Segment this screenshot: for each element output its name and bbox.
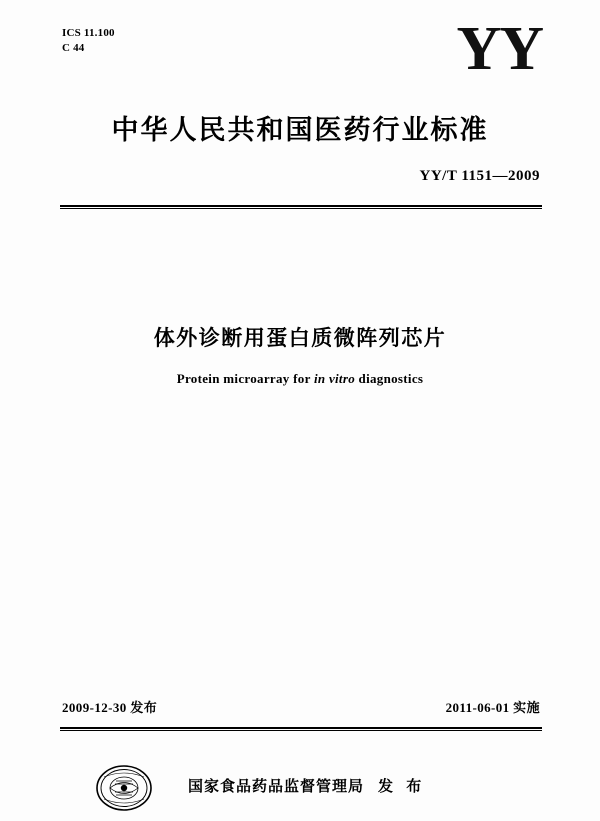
footer-rule-thin [60, 730, 542, 731]
footer-rule-thick [60, 727, 542, 729]
standard-series-title: 中华人民共和国医药行业标准 [111, 115, 489, 146]
document-title-english [0, 371, 600, 387]
title-en-post: diagnostics [355, 371, 424, 386]
header-rule-thin [60, 208, 542, 209]
document-title-chinese: 体外诊断用蛋白质微阵列芯片 [153, 326, 447, 350]
ics-code: ICS 11.100 [62, 27, 115, 39]
agency-emblem-icon [96, 765, 152, 811]
publisher-name: 国家食品药品监督管理局 [188, 777, 365, 795]
header-rule-thick [60, 205, 542, 207]
title-en-pre: Protein microarray for [176, 371, 314, 386]
classification-code: C 44 [62, 42, 85, 54]
implementation-date: 2011-06-01 实施 [445, 700, 540, 715]
ics-classification-block [62, 26, 115, 56]
yy-logo: YY [456, 15, 542, 83]
standard-number: YY/T 1151—2009 [419, 168, 540, 184]
title-en-italic: in vitro [313, 371, 355, 386]
publish-label: 发 布 [378, 777, 426, 795]
issue-date: 2009-12-30 发布 [62, 700, 158, 715]
